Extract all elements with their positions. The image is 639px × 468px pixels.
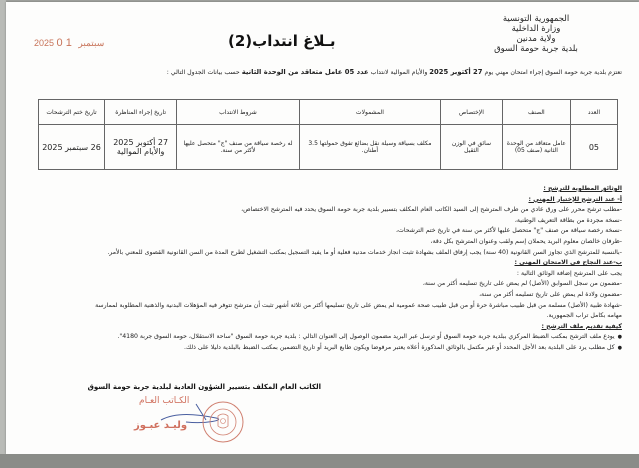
docs-heading: الوثائق المطلوبة للترشح : [543, 185, 622, 192]
official-seal-icon [201, 400, 245, 444]
intro-text: حسب بيانات الجدول التالي : [166, 69, 240, 76]
stamp-month: سبتمبر [78, 38, 105, 48]
list-item: -ظرفان خالصان معلوم البريد يحملان إسم ولقب وعنوان المترشح بكل دقة، [430, 237, 622, 245]
table-header-row [39, 100, 618, 125]
list-item: -بالنسبة للمترشح الذي تجاوز السن القانونية (40 سنة) يجب إرفاق الملف بشهادة تثبت انجاز خدمات مدنية فعلية أو ما يفيد التسجيل بمكتب التشغيل لطرح المدة من السن القانونية القصوى للمعني بالأمر. [107, 248, 622, 256]
cell-exam-date: 27 أكتوبر 2025 والأيام الموالية [105, 125, 177, 170]
letterhead-line: وزارة الداخلية [511, 24, 561, 34]
col-conditions: شروط الانتداب [177, 100, 300, 125]
cell-conditions: له رخصة سياقة من صنف "ج" متحصل عليها لأكثر من سنة. [177, 125, 300, 170]
col-specialty: الإختصاص [441, 100, 503, 125]
letterhead [471, 14, 601, 54]
cell-deadline: 26 سبتمبر 2025 [39, 125, 105, 170]
signature-line: الكاتب العام المكلف بتسيير الشؤون العادية لبلدية جربة حومة السوق [87, 383, 321, 391]
list-item: -نسخة مجردة من بطاقة التعريف الوطنية، [514, 216, 622, 224]
col-deadline: تاريخ ختم الترشحات [39, 100, 105, 125]
bullet-text: كل مطلب يرد على البلدية بعد الأجل المحدد أو غير مكتمل بالوثائق المذكورة أعلاه يعتبر مرفوضا ويكون طابع البريد أو تاريخ التضمين بمكتب الضبط بالبلدية دليلا على ذلك. [184, 343, 615, 351]
list-item: -مضمون من سجل السوابق (الأصل) لم يمض على تاريخ تسليمه أكثر من سنة، [422, 280, 622, 288]
scan-bottom-edge [0, 454, 639, 468]
table-row [39, 125, 618, 170]
intro-count: عدد 05 عامل متعاقد من الوحدة الثانية [241, 68, 369, 76]
signature-stamp-title: الكـاتب العـام [139, 396, 190, 406]
signature-stamp-name: وليـد عبـوز [134, 420, 188, 431]
cell-count: 05 [570, 125, 617, 170]
letterhead-line: ولاية مدنين [516, 34, 556, 44]
col-count: العدد [570, 100, 617, 125]
stamp-day: 1 0 [56, 37, 72, 49]
letterhead-line: الجمهورية التونسية [502, 14, 570, 24]
list-item [16, 332, 622, 343]
col-duties: المشمولات [299, 100, 440, 125]
list-item: -مضمون ولادة لم يمض على تاريخ تسليمه أكثر من سنة، [479, 290, 622, 298]
col-category: الصنف [502, 100, 570, 125]
intro-text: والأيام الموالية لانتداب [370, 69, 428, 76]
intro-date: 27 أكتوبر 2025 [429, 68, 483, 76]
section-a-heading: أ- عند الترشح للإختبار المهني : [528, 195, 622, 203]
document-page [6, 2, 639, 454]
page-title: بـلاغ انتداب(2) [228, 32, 336, 50]
recruitment-table [38, 99, 618, 170]
list-item: -نسخة رخصة سياقة من صنف "ج" متحصل عليها لأكثر من سنة في تاريخ ختم الترشحات، [396, 227, 622, 235]
section-b-heading: ب-عند النجاح في الامتحان المهني : [514, 259, 622, 267]
bullet-text: يودع ملف الترشح بمكتب الضبط المركزي ببلدية جربة حومة السوق أو ترسل عبر البريد مضمون الوصول إلى العنوان التالي : بلدية جربة حومة السوق "ساحة الاستقلال، حومة السوق جربة 4180". [117, 333, 615, 341]
intro-text: تعتزم بلدية جربة حومة السوق إجراء امتحان مهني يوم [484, 69, 622, 76]
stamp-year: 2025 [34, 38, 55, 48]
cell-duties: مكلف بسياقة وسيلة نقل بضائع تفوق حمولتها 3.5 أطنان. [299, 125, 440, 170]
list-item: -مطلب ترشح محرر على ورق عادي من طرف المترشح إلى السيد الكاتب العام المكلف بتسيير بلدية جربة حومة السوق يحدد فيه المترشح الاختصاص، [241, 206, 622, 214]
cell-category: عامل متعاقد من الوحدة الثانية (صنف 05) [502, 125, 570, 170]
date-stamp [34, 37, 104, 49]
requirements-section [16, 184, 622, 354]
list-item: -شهادة طبية (الأصل) مسلمة من قبل طبيب مباشرة حرة أو من قبل طبيب صحة عمومية لم يمض على تاريخ تسليمها أكثر من ثلاثة أشهر تثبت أن مترشح تتوفر فيه المؤهلات البدنية والذهنية المطلوبة لممارسة [95, 301, 622, 309]
list-item [16, 343, 622, 354]
section-b-intro: يجب على المترشح إضافة الوثائق التالية : [516, 269, 622, 277]
list-item: مهامه بكامل تراب الجمهورية. [546, 312, 622, 320]
cell-specialty: سائق في الوزن الثقيل [441, 125, 503, 170]
intro-paragraph [22, 68, 622, 76]
letterhead-line: بلدية جربة حومة السوق [494, 44, 578, 54]
submission-heading: كيفية تقديم ملف الترشح : [541, 322, 622, 330]
col-exam-date: تاريخ إجراء المناظرة [105, 100, 177, 125]
